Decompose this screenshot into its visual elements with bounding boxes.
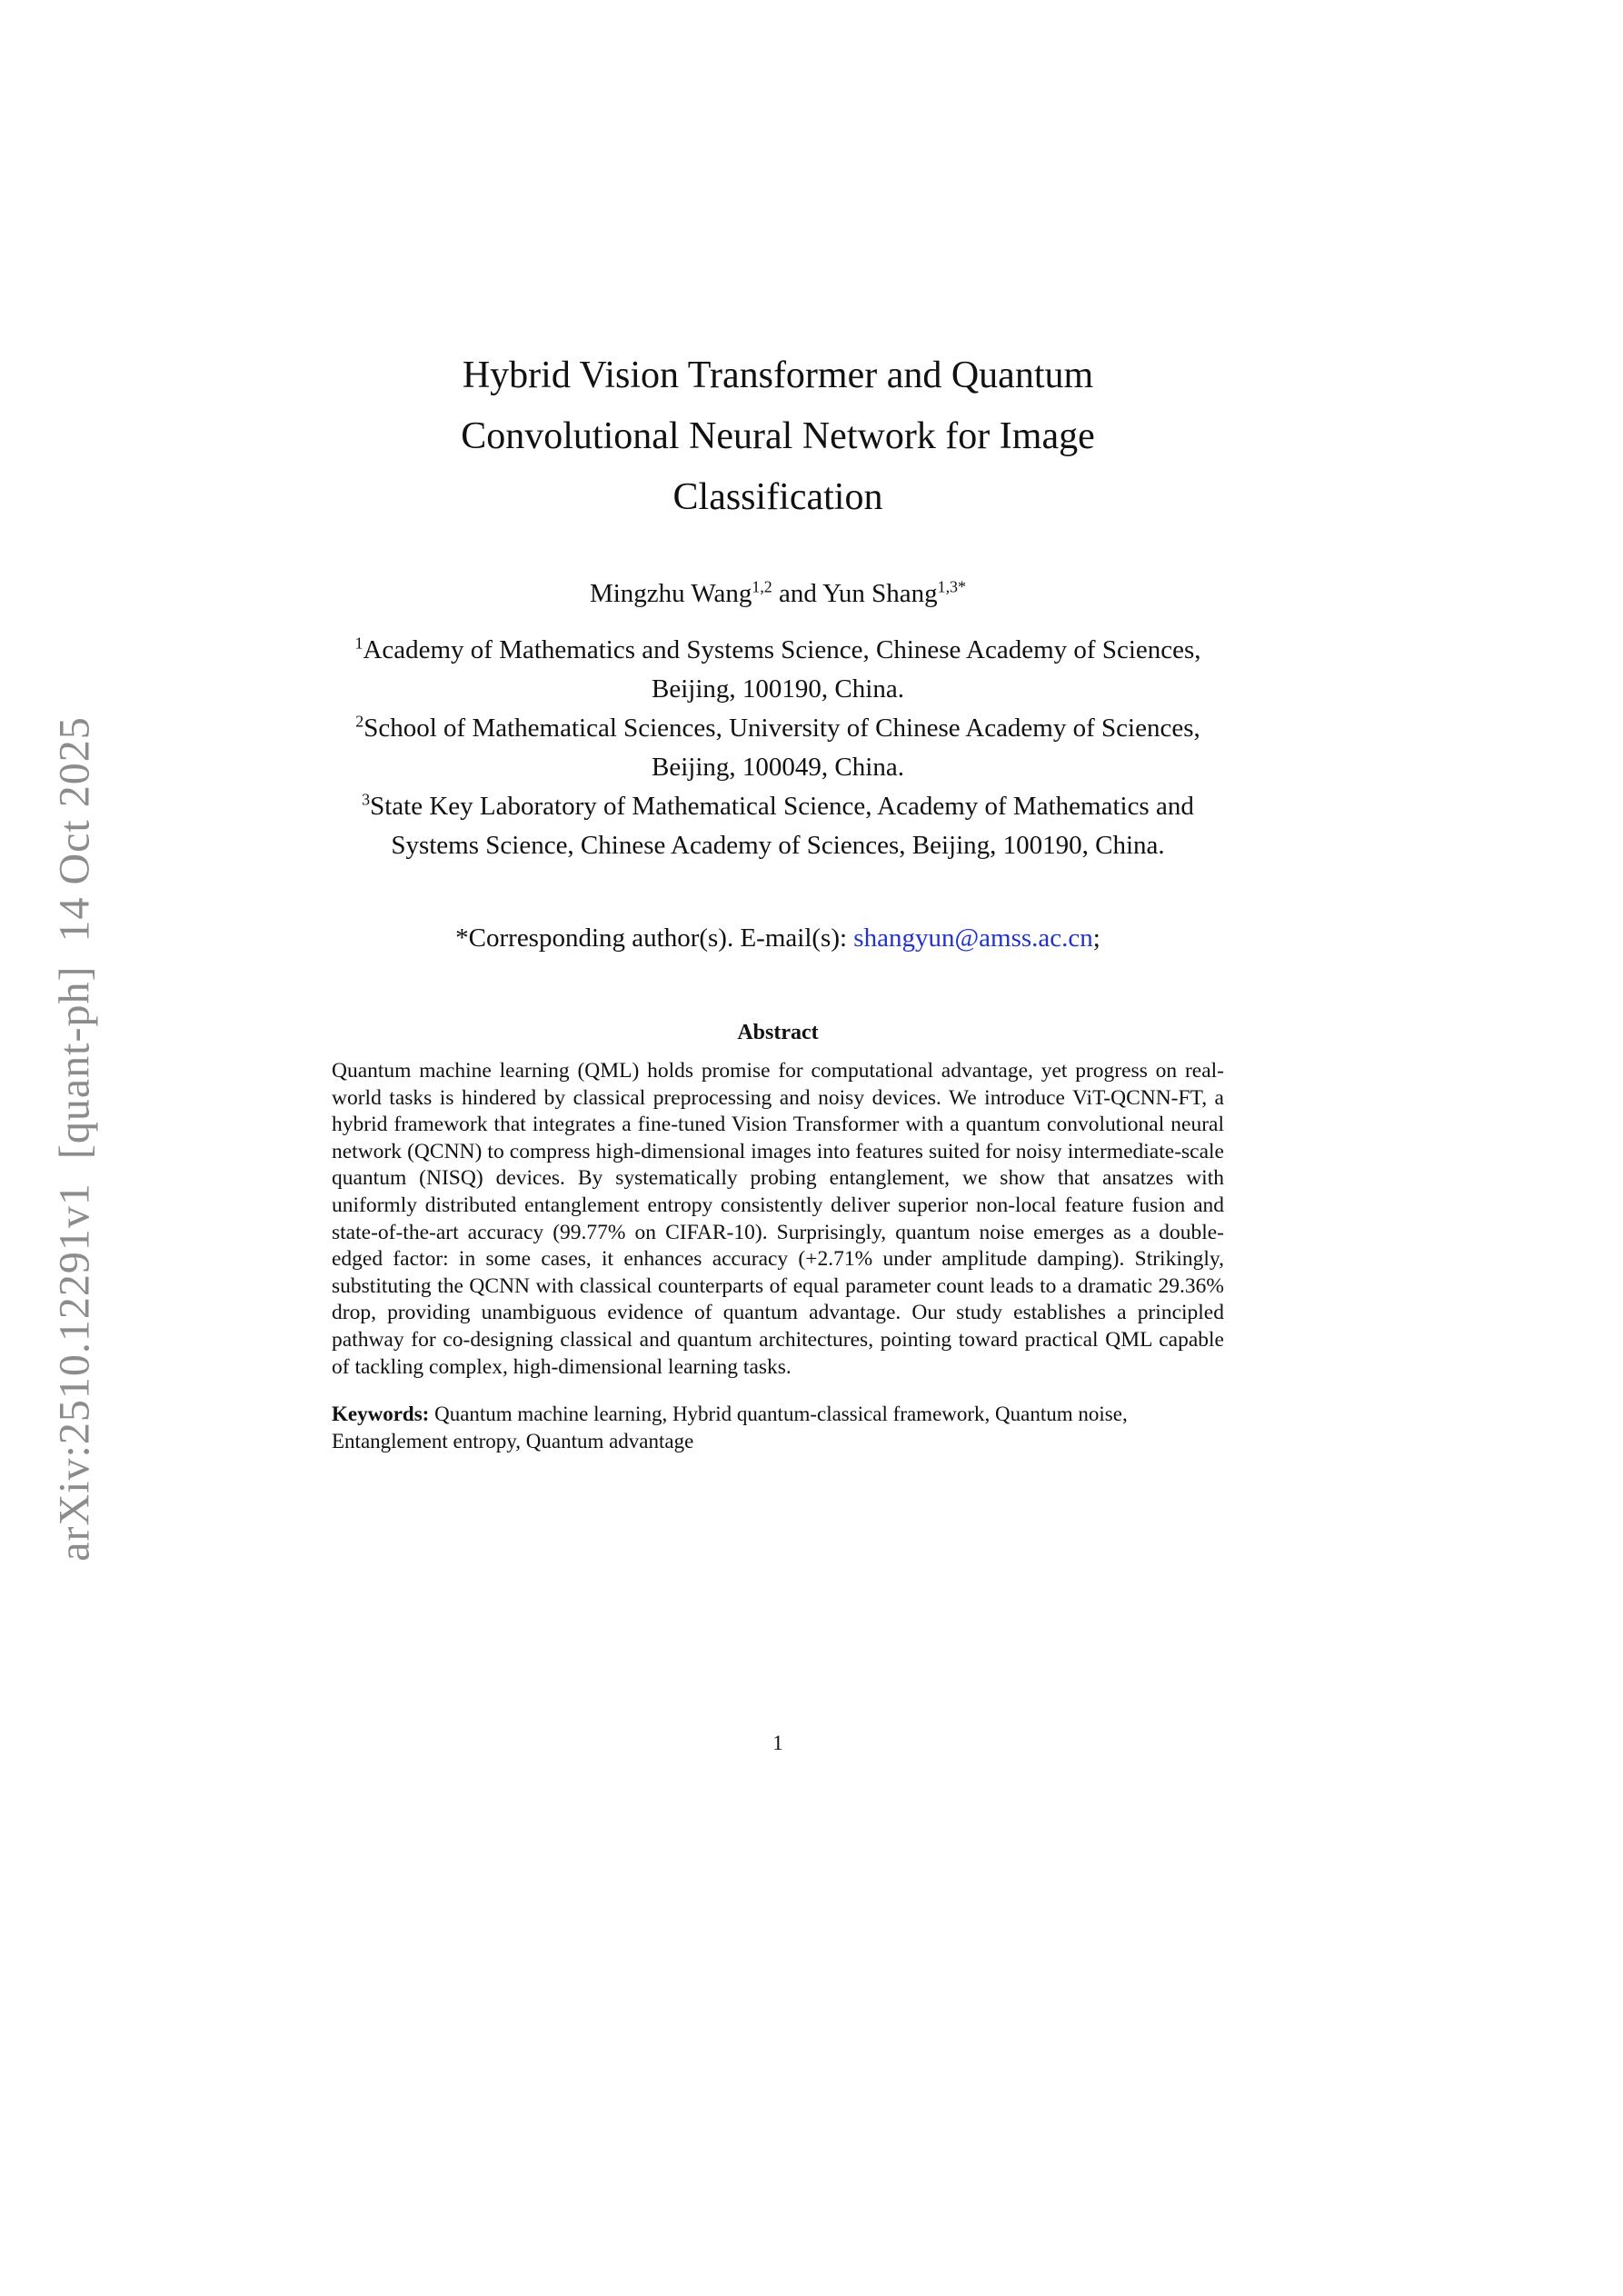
affiliation-text: Academy of Mathematics and Systems Science, Chinese Academy of Sciences, Beijing, 100190, China. xyxy=(363,635,1201,704)
corresponding-suffix: ; xyxy=(1092,923,1100,953)
author-superscript: 1,3* xyxy=(937,577,967,596)
author-name: Yun Shang xyxy=(822,579,938,608)
page-number: 1 xyxy=(772,1732,783,1754)
paper-title: Hybrid Vision Transformer and Quantum Convolutional Neural Network for Image Classification xyxy=(461,354,1095,518)
paper-content xyxy=(332,0,1224,1454)
authors-connector: and xyxy=(772,579,823,608)
author-name: Mingzhu Wang xyxy=(589,579,752,608)
affiliation xyxy=(332,709,1224,787)
author-superscript: 1,2 xyxy=(752,577,772,596)
affiliation-superscript: 2 xyxy=(355,712,364,731)
keywords-line xyxy=(332,1401,1224,1454)
keywords-label: Keywords: xyxy=(332,1403,430,1426)
corresponding-author-line xyxy=(332,923,1224,953)
corresponding-prefix: *Corresponding author(s). E-mail(s): xyxy=(455,923,854,953)
affiliation-superscript: 1 xyxy=(354,634,363,653)
affiliations-block xyxy=(332,631,1224,865)
abstract-body: Quantum machine learning (QML) holds promise for computational advantage, yet progress on real-world tasks is hindered by classical preprocessing and noisy devices. We introduce ViT-QCNN-FT, a hybrid framework that integrates a fine-tuned Vision Transformer with a quantum convolutional neural network (QCNN) to compress high-dimensional images into features suited for noisy intermediate-scale quantum (NISQ) devices. By systematically probing entanglement, we show that ansatzes with uniformly distributed entanglement entropy consistently deliver superior non-local feature fusion and state-of-the-art accuracy (99.77% on CIFAR-10). Surprisingly, quantum noise emerges as a double-edged factor: in some cases, it enhances accuracy (+2.71% under amplitude damping). Strikingly, substituting the QCNN with classical counterparts of equal parameter count leads to a dramatic 29.36% drop, providing unambiguous evidence of quantum advantage. Our study establishes a principled pathway for co-designing classical and quantum architectures, pointing toward practical QML capable of tackling complex, high-dimensional learning tasks. xyxy=(332,1059,1224,1379)
authors-line xyxy=(332,579,1224,609)
affiliation-text: State Key Laboratory of Mathematical Science, Academy of Mathematics and Systems Science, Chinese Academy of Sciences, Beijing, 100190, China. xyxy=(370,792,1194,860)
abstract-heading: Abstract xyxy=(737,1021,819,1044)
keywords-text: Quantum machine learning, Hybrid quantum-classical framework, Quantum noise, Entanglement entropy, Quantum advantage xyxy=(332,1403,1128,1452)
arxiv-watermark: arXiv:2510.12291v1 [quant-ph] 14 Oct 2025 xyxy=(50,716,99,1562)
affiliation xyxy=(332,631,1224,709)
affiliation xyxy=(332,787,1224,865)
affiliation-text: School of Mathematical Sciences, University of Chinese Academy of Sciences, Beijing, 100049, China. xyxy=(363,714,1200,782)
email-link[interactable]: shangyun@amss.ac.cn xyxy=(853,923,1093,953)
affiliation-superscript: 3 xyxy=(362,790,371,809)
